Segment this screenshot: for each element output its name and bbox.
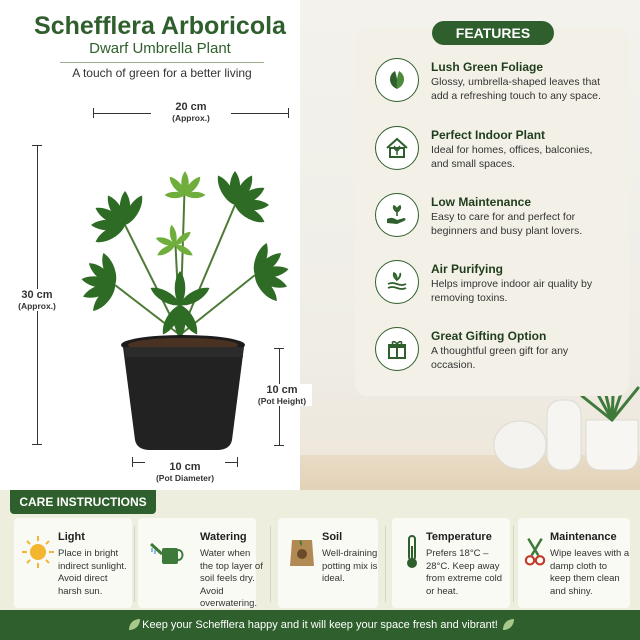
schefflera-plant-image [55, 135, 310, 455]
width-cap-right [288, 108, 289, 118]
tagline: A touch of green for a better living [60, 62, 264, 80]
care-desc: Wipe leaves with a damp cloth to keep them clean and shiny. [550, 548, 630, 597]
width-cap-left [93, 108, 94, 118]
height-cap-top [32, 145, 42, 146]
width-label: 20 cm (Approx.) [151, 101, 231, 123]
sun-icon [20, 532, 56, 572]
feature-desc: Glossy, umbrella-shaped leaves that add a refreshing touch to any space. [431, 76, 601, 102]
pot-diameter-cap-right [237, 457, 238, 467]
height-cap-bottom [32, 444, 42, 445]
care-item-watering [138, 518, 263, 609]
pruning-shears-icon [520, 532, 550, 572]
feature-title: Low Maintenance [431, 195, 532, 209]
soil-bag-icon [284, 532, 320, 572]
care-instructions-heading: CARE INSTRUCTIONS [10, 490, 156, 514]
pot-diameter-cap-left [132, 457, 133, 467]
care-desc: Well-draining potting mix is ideal. [322, 548, 378, 584]
leaf-icon-right [500, 617, 516, 633]
product-subtitle: Dwarf Umbrella Plant [89, 40, 231, 57]
house-plant-icon [375, 126, 419, 170]
hand-sprout-icon [375, 193, 419, 237]
feature-item-air [375, 260, 635, 320]
feature-desc: Helps improve indoor air quality by removing toxins. [431, 278, 593, 304]
pot-height-label: 10 cm (Pot Height) [252, 384, 312, 406]
footer-banner: Keep your Schefflera happy and it will keep your space fresh and vibrant! [0, 610, 640, 640]
feature-item-gifting [375, 327, 635, 387]
care-divider [513, 526, 514, 602]
feature-item-foliage [375, 58, 635, 118]
thermometer-icon [394, 532, 430, 572]
care-item-temperature [392, 518, 510, 608]
feature-desc: Easy to care for and perfect for beginners and busy plant lovers. [431, 211, 583, 237]
features-heading: FEATURES [432, 21, 554, 45]
pot-diameter-label: 10 cm (Pot Diameter) [145, 461, 225, 483]
feature-item-maintenance [375, 193, 635, 253]
leaves-icon [375, 58, 419, 102]
care-title: Soil [322, 531, 343, 543]
care-title: Maintenance [550, 531, 617, 543]
care-title: Watering [200, 531, 247, 543]
air-wind-icon [375, 260, 419, 304]
product-title: Schefflera Arboricola [34, 12, 286, 40]
care-title: Light [58, 531, 85, 543]
care-desc: Place in bright indirect sunlight. Avoid direct harsh sun. [58, 548, 127, 597]
feature-desc: A thoughtful green gift for any occasion. [431, 345, 569, 371]
care-divider [385, 526, 386, 602]
care-title: Temperature [426, 531, 492, 543]
feature-desc: Ideal for homes, offices, balconies, and small spaces. [431, 144, 593, 170]
care-divider [270, 526, 271, 602]
care-desc: Prefers 18°C – 28°C. Keep away from extreme cold or heat. [426, 548, 503, 597]
watering-can-icon [148, 532, 188, 572]
care-desc: Water when the top layer of soil feels dry. Avoid overwatering. [200, 548, 263, 609]
feature-title: Air Purifying [431, 262, 504, 276]
feature-title: Great Gifting Option [431, 329, 547, 343]
care-item-light [14, 518, 132, 608]
care-item-maintenance [518, 518, 630, 608]
gift-icon [375, 327, 419, 371]
feature-title: Lush Green Foliage [431, 60, 544, 74]
height-label: 30 cm (Approx.) [5, 289, 69, 311]
care-divider [134, 526, 135, 602]
care-item-soil [278, 518, 378, 608]
feature-title: Perfect Indoor Plant [431, 128, 546, 142]
feature-item-indoor [375, 126, 635, 186]
leaf-icon-left [126, 617, 142, 633]
